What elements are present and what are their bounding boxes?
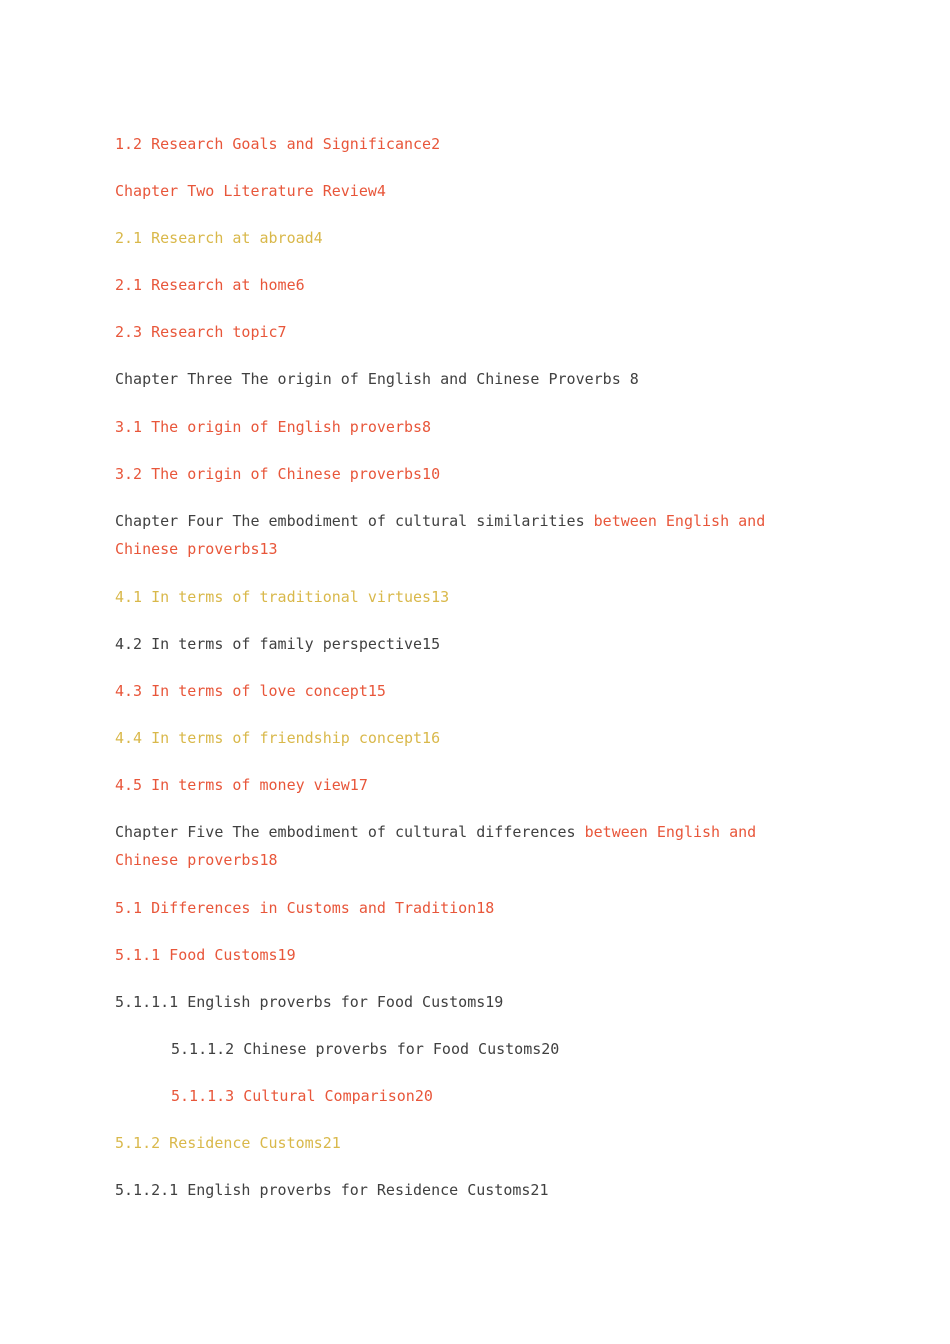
toc-entry-5-1[interactable]: 5.1 Differences in Customs and Tradition18 [115, 899, 495, 917]
toc-entry-5-1-1-3[interactable]: 5.1.1.3 Cultural Comparison20 [171, 1087, 433, 1105]
toc-entry-chapter-four-link[interactable]: between English and Chinese proverbs13 [115, 512, 766, 558]
toc-entry-chapter-five-link[interactable]: between English and Chinese proverbs18 [115, 823, 757, 869]
toc-entry-chapter-five[interactable] [115, 818, 815, 874]
toc-entry-4-4[interactable]: 4.4 In terms of friendship concept16 [115, 729, 441, 747]
toc-entry-5-1-1[interactable]: 5.1.1 Food Customs19 [115, 946, 296, 964]
toc-entry-chapter-five-lead: Chapter Five The embodiment of cultural differences [115, 823, 585, 841]
toc-entry-5-1-2[interactable]: 5.1.2 Residence Customs21 [115, 1134, 341, 1152]
toc-entry-chapter-two[interactable]: Chapter Two Literature Review4 [115, 182, 386, 200]
toc-entry-2-3[interactable]: 2.3 Research topic7 [115, 323, 287, 341]
toc-entry-2-1-home[interactable]: 2.1 Research at home6 [115, 276, 305, 294]
toc-entry-chapter-four-lead: Chapter Four The embodiment of cultural similarities [115, 512, 594, 530]
toc-entry-5-1-1-1[interactable]: 5.1.1.1 English proverbs for Food Customs19 [115, 993, 504, 1011]
toc-entry-3-1[interactable]: 3.1 The origin of English proverbs8 [115, 418, 432, 436]
toc-entry-1-2[interactable]: 1.2 Research Goals and Significance2 [115, 135, 441, 153]
toc-entry-4-1[interactable]: 4.1 In terms of traditional virtues13 [115, 588, 450, 606]
toc-entry-5-1-2-1[interactable]: 5.1.2.1 English proverbs for Residence Customs21 [115, 1181, 549, 1199]
toc-entry-chapter-three[interactable]: Chapter Three The origin of English and Chinese Proverbs 8 [115, 370, 639, 388]
toc-entry-chapter-four[interactable] [115, 507, 815, 563]
toc-entry-4-3[interactable]: 4.3 In terms of love concept15 [115, 682, 386, 700]
toc-entry-4-5[interactable]: 4.5 In terms of money view17 [115, 776, 368, 794]
toc-entry-5-1-1-2[interactable]: 5.1.1.2 Chinese proverbs for Food Customs20 [171, 1040, 560, 1058]
toc-entry-3-2[interactable]: 3.2 The origin of Chinese proverbs10 [115, 465, 441, 483]
toc-entry-4-2[interactable]: 4.2 In terms of family perspective15 [115, 635, 441, 653]
toc-entry-2-1-abroad[interactable]: 2.1 Research at abroad4 [115, 229, 323, 247]
